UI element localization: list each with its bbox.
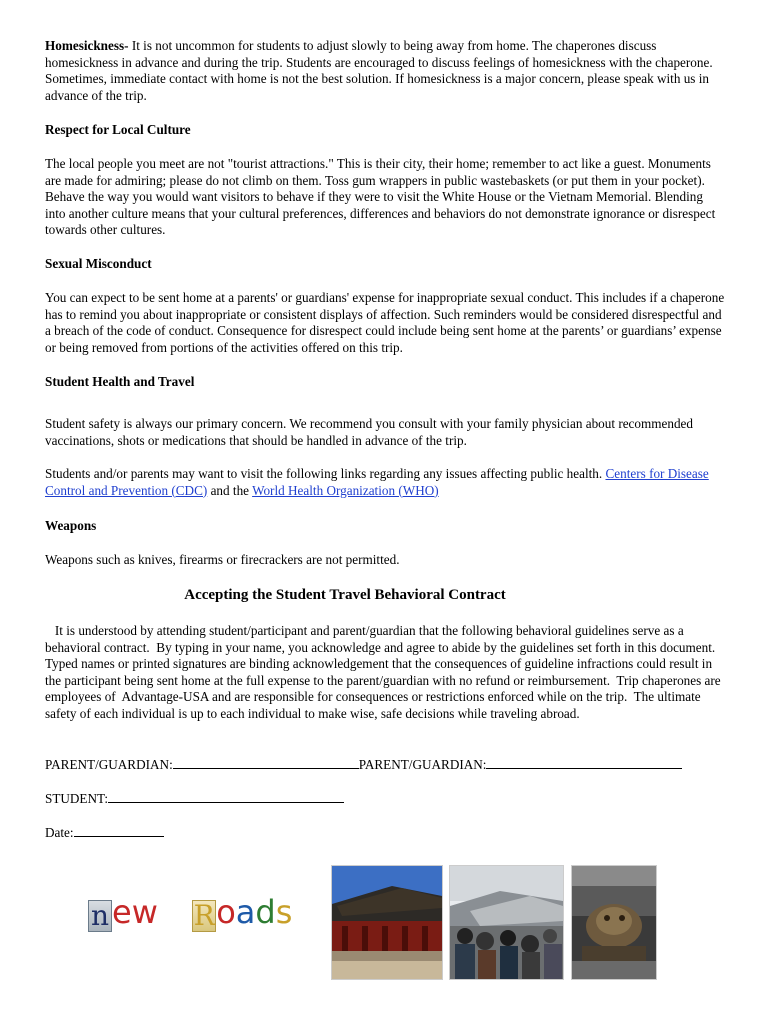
weapons-text: Weapons such as knives, firearms or firecrackers are not permitted. (45, 552, 400, 567)
logo-letter-d: d (255, 893, 276, 931)
cdc-link[interactable]: Centers for Disease Control and Prevention (CDC) (45, 466, 709, 498)
photo-forbidden-city (331, 865, 443, 980)
homesickness-text: It is not uncommon for students to adjust slowly to being away from home. The chaperones discuss homesickness in advance and during the trip. Students are encouraged to discuss feelings of homesickness with the chaperone. Sometimes, immediate contact with home is not the best solution. If homesickness is a major concern, please speak with us in advance of the trip. (45, 38, 713, 103)
misconduct-heading: Sexual Misconduct (45, 256, 152, 271)
parent2-signature-field[interactable] (486, 756, 682, 769)
health-links-intro: Students and/or parents may want to visit the following links regarding any issues affecting public health. (45, 466, 606, 481)
health-heading: Student Health and Travel (45, 374, 195, 389)
respect-text: The local people you meet are not "tourist attractions." This is their city, their home; remember to act like a guest. Monuments are made for admiring; please do not climb on them. Toss gum wrappers in public wastebaskets (or put them in your pocket). Behave the way you would want visitors to behave if they were to visit the White House or the Vietnam Memorial. Blending into another culture means that your cultural preferences, differences and behaviors do not demonstrate ignorance or disrespect towards other cultures. (45, 156, 716, 238)
date-field[interactable] (74, 824, 164, 837)
student-signature-row (45, 790, 344, 807)
contract-title: Accepting the Student Travel Behavioral Contract (184, 587, 506, 603)
photo-bronze-lion (571, 865, 657, 980)
respect-heading: Respect for Local Culture (45, 122, 191, 137)
contract-text: It is understood by attending student/participant and parent/guardian that the following behavioral guidelines serve as a behavioral contract. By typing in your name, you acknowledge and agree to abide by the guidelines set forth in this document. Typed names or printed signatures are binding acknowledgement that the consequences of guideline infractions could result in the participant being sent home at the full expense to the parent/guardian with no refund or reimbursement. Trip chaperones are employees of Advantage-USA and are responsible for consequences or restrictions enforced while on the trip. The ultimate safety of each individual is up to each individual to make wise, safe decisions while traveling abroad. (45, 623, 724, 721)
logo-tile-n: n (88, 900, 112, 932)
student-signature-field[interactable] (108, 790, 344, 803)
logo-letter-s: s (275, 893, 293, 931)
weapons-heading: Weapons (45, 518, 97, 533)
health-text-1: Student safety is always our primary concern. We recommend you consult with your family physician about recommended vaccinations, shots or medications that should be handled in advance of the trip. (45, 416, 694, 448)
homesickness-heading: Homesickness- (45, 38, 129, 53)
new-roads-logo (88, 893, 292, 943)
student-label: STUDENT: (45, 791, 109, 806)
parent2-label: PARENT/GUARDIAN: (358, 757, 487, 772)
logo-text-ew: ew (112, 893, 158, 931)
parent-signature-row (45, 756, 682, 773)
date-row (45, 824, 164, 841)
who-link[interactable]: World Health Organization (WHO) (252, 482, 439, 498)
date-label: Date: (45, 825, 74, 840)
logo-tile-r: R (193, 899, 215, 932)
health-links-and: and the (207, 482, 253, 498)
health-text-2 (45, 466, 725, 499)
parent1-label: PARENT/GUARDIAN: (45, 757, 173, 772)
logo-letter-a: a (235, 893, 256, 931)
photo-great-wall (449, 865, 564, 980)
parent1-signature-field[interactable] (173, 756, 359, 769)
misconduct-text: You can expect to be sent home at a parents' or guardians' expense for inappropriate sexual conduct. This includes if a chaperone has to remind you about inappropriate or consistent displays of affection. Such reminders would be considered disrespectful and a breach of the code of conduct. Consequence for disrespect could include being sent home at the parents’ or guardians’ expense or being removed from portions of the activities offered on this trip. (45, 290, 725, 355)
logo-letter-o: o (216, 893, 236, 931)
homesickness-section (45, 38, 725, 104)
